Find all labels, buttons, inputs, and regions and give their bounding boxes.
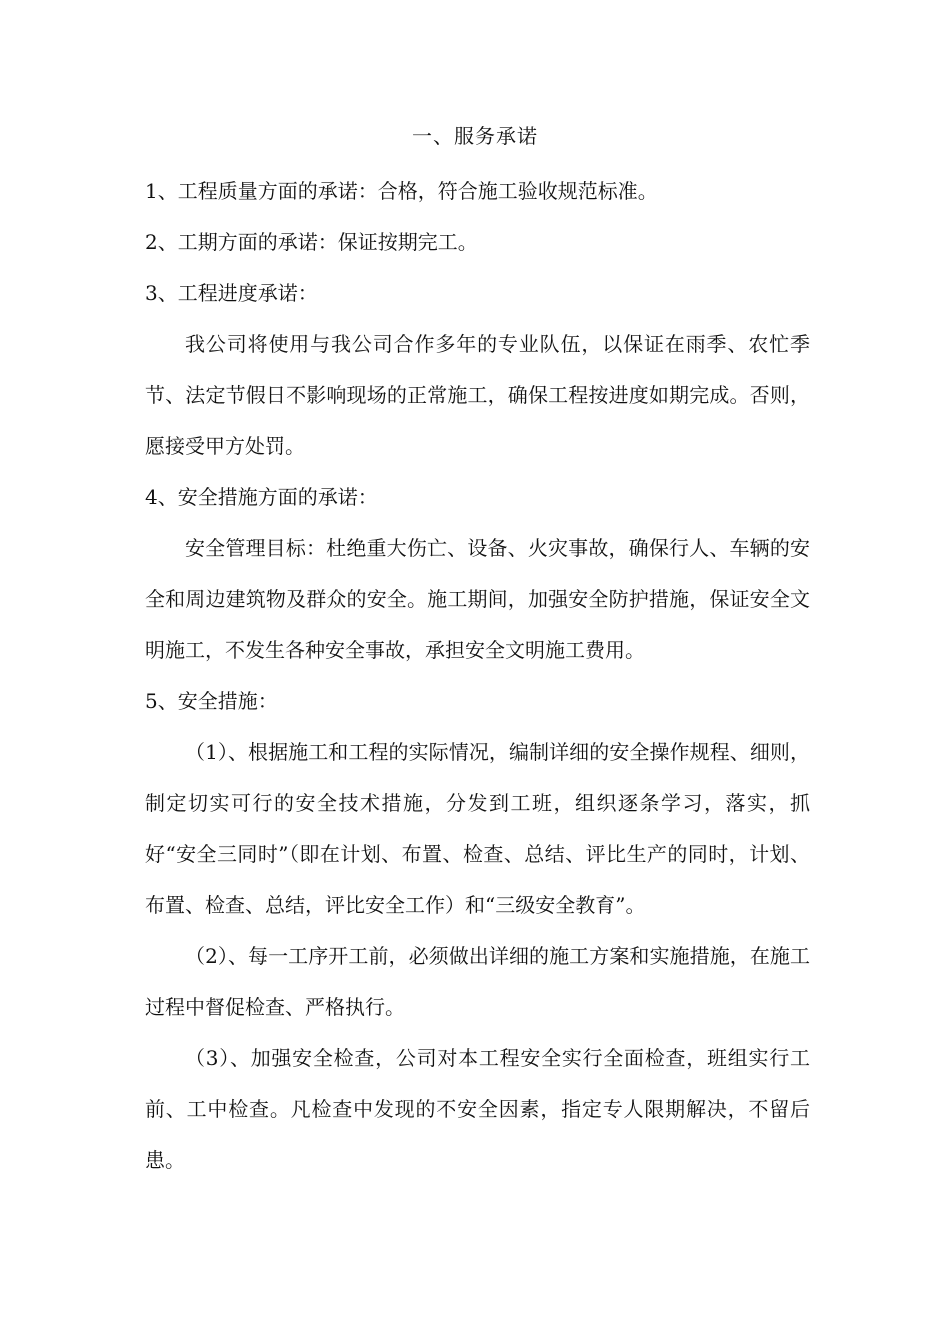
paragraph-progress-body: 我公司将使用与我公司合作多年的专业队伍，以保证在雨季、农忙季节、法定节假日不影响现场的正常施工，确保工程按进度如期完成。否则，愿接受甲方处罚。 bbox=[145, 332, 810, 458]
paragraph-safety-goal: 安全管理目标：杜绝重大伤亡、设备、火灾事故，确保行人、车辆的安全和周边建筑物及群众的安全。施工期间，加强安全防护措施，保证安全文明施工，不发生各种安全事故，承担安全文明施工费用。 bbox=[145, 536, 810, 662]
paragraph-safety-heading: 4、安全措施方面的承诺： bbox=[145, 485, 378, 509]
paragraph-progress-heading: 3、工程进度承诺： bbox=[145, 281, 318, 305]
paragraph-measure-2: （2）、每一工序开工前，必须做出详细的施工方案和实施措施，在施工过程中督促检查、严格执行。 bbox=[145, 944, 810, 1019]
paragraph-measure-3: （3）、加强安全检查，公司对本工程安全实行全面检查，班组实行工前、工中检查。凡检查中发现的不安全因素，指定专人限期解决，不留后患。 bbox=[145, 1046, 810, 1172]
paragraph-safety-measures-heading: 5、安全措施： bbox=[145, 689, 278, 713]
paragraph-quality-commitment: 1、工程质量方面的承诺：合格，符合施工验收规范标准。 bbox=[145, 179, 658, 203]
paragraph-measure-1: （1）、根据施工和工程的实际情况，编制详细的安全操作规程、细则，制定切实可行的安全技术措施，分发到工班，组织逐条学习，落实，抓好“安全三同时”（即在计划、布置、检查、总结、评比生产的同时，计划、布置、检查、总结，评比安全工作）和“三级安全教育”。 bbox=[145, 740, 810, 917]
document-title: 一、服务承诺 bbox=[412, 124, 538, 148]
paragraph-schedule-commitment: 2、工期方面的承诺：保证按期完工。 bbox=[145, 230, 478, 254]
document-body bbox=[145, 166, 810, 1186]
